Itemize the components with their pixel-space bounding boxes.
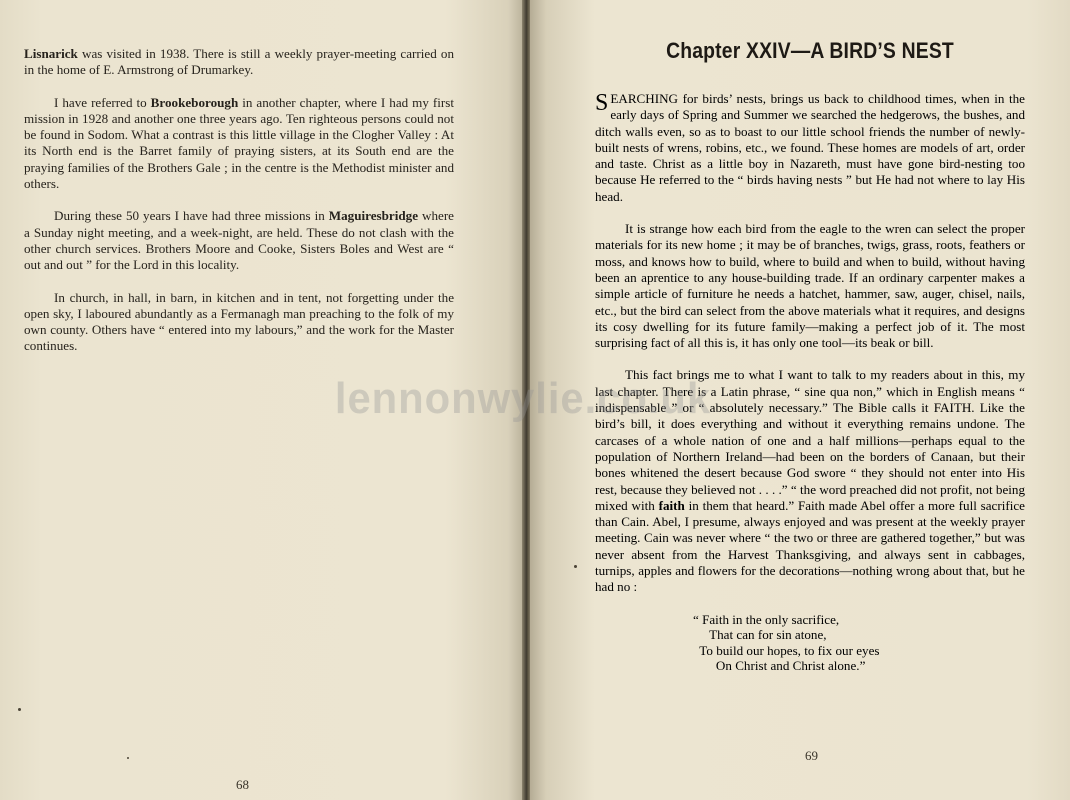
paragraph-text: where a Sunday night meeting, and a week-night, are held. These do not clash with the other church services. Brothers Moore and Cooke, Sisters Boles and West are “ out and out ” for the Lord in this locality.	[24, 208, 454, 273]
paragraph-labours	[24, 290, 454, 355]
left-page-body	[24, 46, 454, 371]
paragraph-brookeborough	[24, 95, 454, 193]
paragraph-text: EARCHING for birds’ nests, brings us back to childhood times, when in the early days of Spring and Summer we searched the hedgerows, the bushes, and ditch walls even, so as to boast to our little school friends the number of newly-built nests of wrens, robins, etc., we found. These homes are models of art, order and taste. Christ as a little boy in Nazareth, must have gone bird-nesting too because He referred to the “ birds having nests ” but He had not where to lay His head.	[595, 91, 1025, 204]
place-name-maguiresbridge: Maguiresbridge	[328, 208, 419, 224]
site-watermark: lennonwylie.co.uk	[334, 374, 712, 423]
paragraph-text: I have referred to	[54, 94, 151, 110]
paragraph-text: was visited in 1938. There is still a weekly prayer-meeting carried on in the home of E. Armstrong of Drumarkey.	[24, 46, 454, 78]
place-name-brookeborough: Brookeborough	[150, 94, 239, 110]
paper-speck	[574, 565, 577, 568]
paragraph-text: in them that heard.” Faith made Abel offer a more full sacrifice than Cain. Abel, I presume, always enjoyed and was present at the weekly prayer meeting. Cain was never where “ the two or three are gathered together,” but was never absent from the Harvest Thanksgiving, and always sent in cabbages, turnips, apples and flowers for the decorations—nothing wrong about that, but he had no :	[595, 497, 1025, 595]
paragraph-searching	[595, 91, 1025, 205]
paragraph-lisnarick	[24, 46, 454, 79]
drop-cap: S	[595, 90, 609, 116]
paragraph-text: in another chapter, where I had my first mission in 1928 and another one three years ago. Ten righteous persons could not be found in Sodom. What a contrast is this little village in the Clogher Valley : At its North end is the Barret family of praying sisters, at its South end are the praying families of the Brothers Gale ; in the centre is the Methodist minister and others.	[24, 94, 454, 192]
paper-speck	[127, 757, 129, 759]
paragraph-text: During these 50 years I have had three missions in	[54, 208, 329, 224]
paragraph-maguiresbridge	[24, 208, 454, 273]
hymn-verse	[693, 612, 1025, 674]
paragraph-materials	[595, 221, 1025, 351]
verse-line: To build our hopes, to fix our eyes	[693, 642, 880, 658]
page-number-right: 69	[805, 748, 818, 763]
chapter-title: Chapter XXIV—A BIRD’S NEST	[666, 38, 954, 63]
paragraph-text: In church, in hall, in barn, in kitchen and in tent, not forgetting under the open sky, I laboured abundantly as a Fermanagh man preaching to the folk of my own county. Others have “ entered into my labours,” and the work for the Master continues.	[24, 289, 454, 354]
verse-line: That can for sin atone,	[693, 627, 827, 643]
emphasis-faith: faith	[658, 497, 685, 513]
paragraph-text: It is strange how each bird from the eagle to the wren can select the proper materials for its new home ; it may be of branches, twigs, grass, roots, feathers or moss, and knows how to build, where to build and when to build, without having been an aprentice to any house-building trade. If an ordinary carpenter makes a simple article of furniture he needs a hatchet, hammer, saw, auger, chisel, nails, etc., but the bird can select from the above materials what it requires, and designs its cosy dwelling for its future family—making a perfect job of it. The most surprising fact of all this is, it has only one tool—its beak or bill.	[595, 221, 1025, 351]
paper-speck	[18, 708, 21, 711]
verse-line: On Christ and Christ alone.”	[693, 658, 866, 674]
paragraph-text: This fact brings me to what I want to talk to my readers about in this, my last chapter. There is a Latin phrase, “ sine qua non,” which in English means “ indispensable ” or “ absolutely necessary.” The Bible calls it FAITH. Like the bird’s bill, it does everything and without it everything remains undone. The carcases of a whole nation of one and a half millions—perhaps equal to the population of Northern Ireland—had been on the borders of Canaan, but their bones whitened the desert because God swore “ they should not enter into His rest, because they believed not . . . .” “ the word preached did not profit, not being mixed with	[595, 367, 1025, 513]
page-number-left: 68	[236, 777, 249, 792]
verse-line: “ Faith in the only sacrifice,	[693, 611, 840, 627]
place-name-lisnarick: Lisnarick	[24, 46, 78, 61]
